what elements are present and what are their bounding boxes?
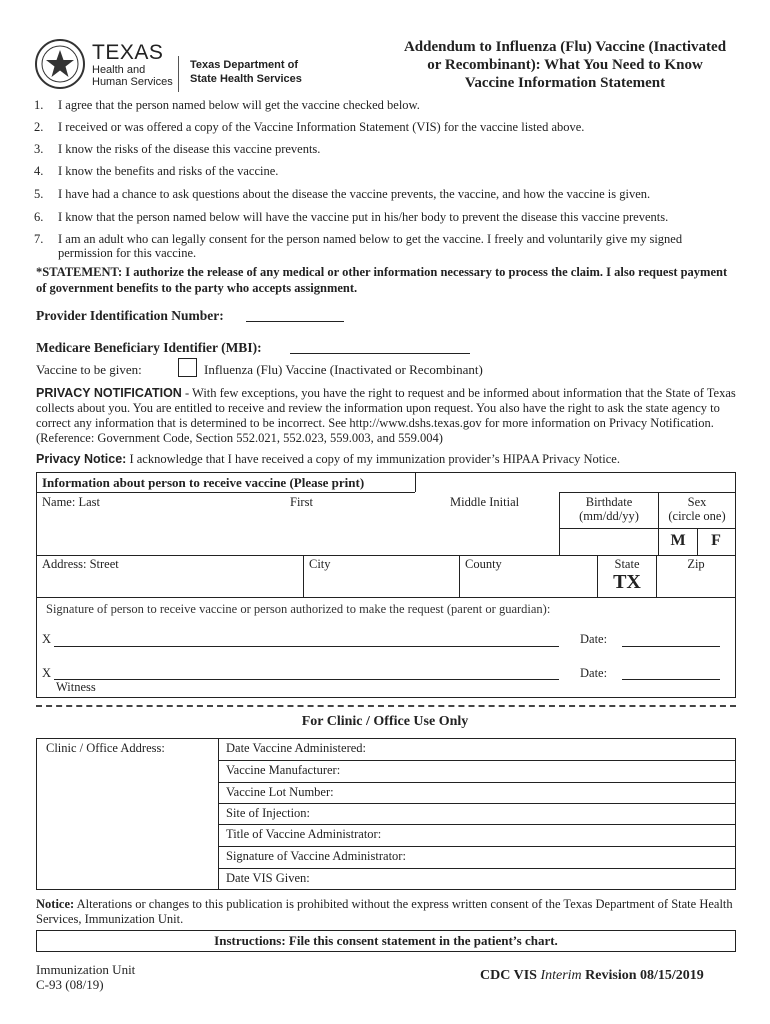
clinic-address-label: Clinic / Office Address:: [46, 741, 165, 755]
item-number: 4.: [34, 164, 44, 178]
middle-initial-label: Middle Initial: [450, 495, 520, 509]
clinic-row-line: [218, 868, 735, 869]
consent-item: [34, 232, 728, 260]
clinic-row-line: [218, 782, 735, 783]
sex-option-m[interactable]: M: [670, 532, 686, 549]
heading-underline: [36, 492, 415, 493]
title-line: or Recombinant): What You Need to Know: [427, 57, 703, 73]
sex-label: Sex: [687, 495, 707, 509]
item-number: 1.: [34, 98, 44, 112]
item-text: I received or was offered a copy of the Vaccine Information Statement (VIS) for the vaccine listed above.: [58, 120, 585, 134]
mbi-field[interactable]: [290, 352, 470, 354]
signature-line[interactable]: [54, 645, 559, 647]
statement-text: *STATEMENT: I authorize the release of any medical or other information necessary to process the claim. I also request payment of government benefits to the party who accepts assignment.: [36, 265, 728, 295]
signature-x: X: [42, 632, 52, 646]
birthdate-header: [560, 495, 658, 523]
info-box-heading: Information about person to receive vaccine (Please print): [42, 475, 365, 490]
item-text: I agree that the person named below will get the vaccine checked below.: [58, 98, 420, 112]
witness-date-field[interactable]: [622, 678, 720, 680]
county-divider: [459, 555, 460, 597]
item-number: 2.: [34, 120, 44, 134]
name-last-label: Name: Last: [42, 495, 100, 509]
consent-item: [34, 210, 728, 224]
sex-option-f[interactable]: F: [711, 532, 721, 549]
address-street-label: Address: Street: [42, 557, 119, 571]
manufacturer-label: Vaccine Manufacturer:: [226, 763, 341, 777]
birthdate-label: Birthdate: [585, 495, 633, 509]
item-number: 5.: [34, 187, 44, 201]
witness-label: Witness: [56, 680, 96, 694]
cut-line: [36, 705, 736, 707]
vaccine-name: Influenza (Flu) Vaccine (Inactivated or Recombinant): [204, 362, 483, 377]
signature-row-top: [36, 597, 735, 598]
consent-item: [34, 98, 728, 112]
consent-item: [34, 164, 728, 178]
vis-given-label: Date VIS Given:: [226, 871, 310, 885]
vaccine-label: Vaccine to be given:: [36, 362, 142, 377]
item-text: I know the risks of the disease this vaccine prevents.: [58, 142, 321, 156]
item-text: I have had a chance to ask questions about the disease the vaccine prevents, the vaccine, and how the vaccine is given.: [58, 187, 651, 201]
clinic-row-line: [218, 846, 735, 847]
vaccine-checkbox[interactable]: [178, 358, 197, 377]
sex-hint: (circle one): [668, 509, 726, 523]
privacy-notification: [36, 386, 736, 446]
item-number: 7.: [34, 232, 44, 246]
county-label: County: [465, 557, 502, 571]
revision-prefix: CDC VIS: [480, 968, 541, 983]
consent-item: [34, 142, 728, 156]
revision-date: Revision 08/15/2019: [581, 968, 704, 983]
city-label: City: [309, 557, 331, 571]
footer-form-number: C-93 (08/19): [36, 977, 104, 992]
footer-unit: Immunization Unit: [36, 962, 136, 977]
item-number: 6.: [34, 210, 44, 224]
witness-signature-line[interactable]: [54, 678, 559, 680]
lot-number-label: Vaccine Lot Number:: [226, 785, 334, 799]
witness-date-label: Date:: [580, 666, 608, 680]
title-line: Vaccine Information Statement: [464, 75, 666, 91]
title-line: Addendum to Influenza (Flu) Vaccine (Inactivated: [403, 39, 727, 55]
zip-label: Zip: [687, 557, 705, 571]
privacy-notice: [36, 452, 736, 467]
document-title: [370, 38, 760, 92]
privacy-text: - With few exceptions, you have the right to request and be informed about information that the State of Texas collects about you. You are entitled to receive and review the information upon request. You also have the right to ask the state agency to correct any information that is determined to be incorrect. See http://www.dshs.texas.gov for more information on Privacy Notification. (Reference: Government Code, Section 552.021, 552.023, 559.003, and 559.004): [36, 386, 736, 445]
signature-prompt: Signature of person to receive vaccine or person authorized to make the request (parent or guardian):: [46, 602, 551, 616]
sex-header: [659, 495, 735, 523]
administrator-title-label: Title of Vaccine Administrator:: [226, 827, 382, 841]
notice-text: Alterations or changes to this publication is prohibited without the express written consent of the Texas Department of State Health Services, Immunization Unit.: [36, 897, 733, 926]
provider-id-field[interactable]: [246, 320, 344, 322]
privacy-notice-heading: Privacy Notice:: [36, 452, 127, 466]
birthdate-top: [559, 492, 735, 493]
item-text: I know that the person named below will have the vaccine put in his/her body to prevent the disease this vaccine prevents.: [58, 210, 669, 224]
org-name: TEXAS: [92, 41, 164, 64]
item-text: I know the benefits and risks of the vaccine.: [58, 164, 279, 178]
birthdate-format: (mm/dd/yy): [579, 509, 639, 523]
first-name-label: First: [290, 495, 313, 509]
state-label: State: [614, 557, 640, 571]
notice-heading: Notice:: [36, 897, 75, 911]
footer-revision: [480, 968, 704, 984]
signature-date-field[interactable]: [622, 645, 720, 647]
privacy-heading: PRIVACY NOTIFICATION: [36, 386, 182, 400]
provider-id-label: Provider Identification Number:: [36, 308, 224, 323]
city-divider: [303, 555, 304, 597]
mbi-label: Medicare Beneficiary Identifier (MBI):: [36, 340, 262, 355]
administrator-signature-label: Signature of Vaccine Administrator:: [226, 849, 406, 863]
state-value: TX: [613, 571, 641, 593]
signature-date-label: Date:: [580, 632, 608, 646]
address-row-top: [36, 555, 735, 556]
heading-divider: [415, 473, 416, 492]
sex-row-divider: [559, 528, 735, 529]
injection-site-label: Site of Injection:: [226, 806, 311, 820]
item-text: I am an adult who can legally consent for the person named below to get the vaccine. I freely and voluntarily give my signed permission for this vaccine.: [58, 232, 683, 260]
header-divider: [178, 56, 179, 92]
texas-seal-logo: [34, 38, 86, 90]
agency-name: Texas Department of State Health Services: [190, 59, 302, 85]
consent-item: [34, 187, 728, 201]
witness-x: X: [42, 666, 52, 680]
item-number: 3.: [34, 142, 44, 156]
revision-interim: Interim: [540, 968, 582, 983]
date-administered-label: Date Vaccine Administered:: [226, 741, 367, 755]
clinic-row-line: [218, 760, 735, 761]
clinic-section-title: For Clinic / Office Use Only: [301, 714, 469, 729]
consent-item: [34, 120, 728, 134]
clinic-row-line: [218, 824, 735, 825]
clinic-row-line: [218, 803, 735, 804]
org-subtitle: Health and Human Services: [92, 64, 173, 88]
privacy-notice-text: I acknowledge that I have received a copy of my immunization provider’s HIPAA Privacy Notice.: [126, 452, 620, 466]
footer-left: [36, 962, 135, 992]
notice: [36, 897, 736, 927]
instructions-box: Instructions: File this consent statement in the patient’s chart.: [36, 930, 736, 952]
